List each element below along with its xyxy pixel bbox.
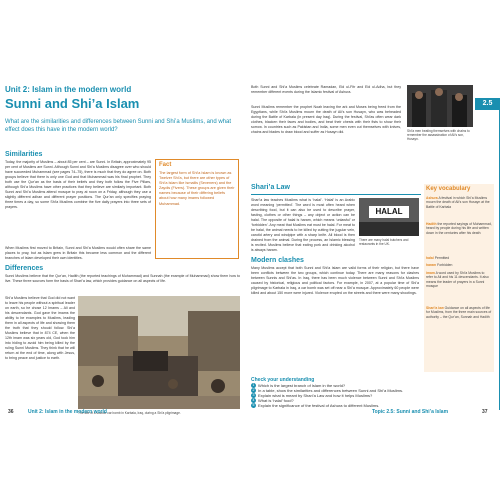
question-text: What is ‘halal’ food? (258, 398, 294, 403)
kv-definition: the reported sayings of Muhammad, heard by people during his life and written down in the centuries after his death (426, 222, 492, 235)
halal-photo-caption: There are many halal butchers and restaurants in the UK. (359, 238, 409, 246)
kv-term: haram (426, 263, 437, 267)
page-title: Sunni and Shi’a Islam (5, 96, 140, 111)
question-text: Explain what is meant by Shari’a Law and how it helps Muslims? (258, 393, 373, 398)
kv-term: Shari’a law (426, 306, 444, 310)
modern-clashes-heading: Modern clashes (251, 257, 304, 264)
photo-caption: The site of a suicide car bomb in Karbala, Iraq, during a Shi’a pilgrimage. (78, 411, 181, 415)
kv-item (426, 306, 492, 319)
kv-term: Hadith (426, 222, 437, 226)
sharia-rule (251, 194, 421, 195)
check-heading: Check your understanding (251, 377, 315, 383)
kv-term: halal (426, 256, 434, 260)
left-footer: Unit 2: Islam in the modern world (28, 409, 107, 415)
kv-term: imam (426, 271, 435, 275)
section-tab: 2.5 (475, 98, 500, 110)
question-number: 4 (252, 398, 255, 403)
fact-text: The largest form of Shi’a Islam is known as Twelver Shi’a, but there are other types of Shi’a Islam like Ismailis (Seveners) and the Zaydis (Fivers). These groups are given their names because of their differing beliefs about how many imams followed Muhammad. (159, 171, 235, 206)
question-number: 1 (252, 383, 255, 388)
differences-paragraph-1: Sunni Muslims believe that the Qur’an, Hadith (the reported teachings of Muhammad) and Sunnah (the example of Muhammad) show them how to live. These three sources form the basis of Shari’a law, which provides guidance on all aspects of life. (5, 274, 240, 283)
kv-item (426, 271, 492, 289)
question-number: 5 (252, 403, 255, 408)
kv-item (426, 256, 492, 260)
halal-sign: HALAL (369, 206, 409, 218)
key-vocabulary-heading: Key vocabulary (426, 186, 471, 192)
question-number: 2 (252, 388, 255, 393)
unit-label: Unit 2: Islam in the modern world (5, 85, 132, 94)
key-vocabulary-box (424, 184, 494, 372)
kv-term: Ashura (426, 196, 438, 200)
ashura-photo (407, 85, 473, 127)
question-text: Explain the significance of the festival of Ashura to different Muslims. (258, 403, 380, 408)
ashura-photo-image (407, 85, 473, 127)
karbala-bomb-photo-image (78, 296, 240, 409)
halal-butcher-photo (359, 198, 419, 236)
similarities-paragraph-1: Today, the majority of Muslims – about 85 per cent – are Sunni. In Britain, approximately 95 per cent of Muslims are Sunni. Although Sunni and Shi’a Muslims disagree over who should have succeeded Muhammad (see pages 74–75), there is much that they do agree on. Both groups believe that there is only one God and that Muhammad was his final prophet. They both use the Qur’an as the basis of their beliefs and they both follow the Five Pillars, although Shi’a Muslims have other practices that they believe are similarly important. Both Sunni and Shi’a Muslims attend mosque to pray at noon on a Friday, although they use a slightly different adhan and different prayer positions. The Qur’an only specifies praying three times a day, so some Shi’a Muslims combine the five daily prayers into three sets of prayers. (5, 160, 151, 209)
modern-clashes-text: Many Muslims accept that both Sunni and Shi’a Islam are valid forms of their religion, but there have been conflicts between the two groups, which continue today. There are many reasons for clashes between Sunnis and Shi’as. In Iraq, there has been much violence between Sunni and Shi’a Muslims caused by historical, religious and political factors. For example, in 2007, at a popular time of Shi’a pilgrimage to Karbala in Iraq, a car bomb was set off near a Shi’a mosque. Approximately 60 people were killed and about 150 more were injured. Violence erupted on the streets and there were many shootings. (251, 266, 419, 295)
sharia-text: Shari’a law teaches Muslims what is ‘halal’. ‘Halal’ is an Arabic word meaning ‘permitted’. The word is most often heard when describing food, but it can also be used to describe prayer, fasting, clothes or other things – any object or action can be halal. The opposite of halal is haram, which means ‘unlawful’ or ‘forbidden’. Any meat that Muslims eat must be halal. For meat to be halal, the animal needs to be killed by cutting the jugular vein, carotid artery and windpipe with a sharp knife. All blood is then drained from the animal. During the process, an Islamic blessing is recited. Muslims believe that eating pork and drinking alcohol is always haram. (251, 198, 355, 252)
differences-paragraph-2: Shi’a Muslims believe that God did not want to leave his people without a spiritual leader on earth, so he chose 12 Imams – Ali and his descendants. God gave the imams the ability to be examples to Muslims, leading them in all aspects of life and showing them the truth that they should follow. Shi’a Muslims believe that in 874 CE, when the 12th imam was six years old, God took him into hiding to avoid him being killed by the ruling Sunni Muslims. They think that he will return at the end of time, along with Jesus, to bring peace and justice to earth. (5, 296, 75, 360)
fact-heading: Fact (159, 162, 172, 168)
ashura-paragraph-1: Both Sunni and Shi’a Muslims celebrate Ramadan, Eid ul-Fitr and Eid ul-Adha, but they remember different events during the Islamic festival of Ashura. (251, 85, 401, 94)
similarities-paragraph-2: When Muslims first moved to Britain, Sunni and Shi’a Muslims would often share the same places to pray, but as Islam grew in Britain this became less common and the different branches of Islam developed their own identities. (5, 246, 151, 260)
kv-item (426, 196, 492, 209)
fact-box (155, 159, 239, 259)
kv-definition: A word used by Shi’a Muslims to refer to Ali and his 11 descendants. It also means the leader of prayers in a Sunni mosque (426, 271, 489, 289)
left-page-number: 36 (8, 409, 14, 415)
differences-heading: Differences (5, 265, 44, 272)
kv-definition: Forbidden (437, 263, 453, 267)
question-text: Which is the largest branch of Islam in the world? (258, 383, 346, 388)
kv-definition: A festival in which Shi’a Muslims mourn the death of Ali’s son Husayn at the Battle of Karbala (426, 196, 490, 209)
left-page (5, 85, 243, 415)
question-5 (251, 403, 379, 408)
shopfront (359, 222, 419, 236)
right-page-number: 37 (482, 409, 488, 415)
right-footer: Topic 2.5: Sunni and Shi’a Islam (372, 409, 449, 415)
question-number: 3 (252, 393, 255, 398)
check-understanding (251, 377, 491, 407)
similarities-heading: Similarities (5, 151, 43, 158)
sharia-heading: Shari’a Law (251, 184, 290, 191)
question-text: In a table, show the similarities and differences between Sunni and Shi’a Muslims. (258, 388, 404, 393)
ashura-paragraph-2: Sunni Muslims remember the prophet Noah leaving the ark and Moses being freed from the Egyptians, while Shi’a Muslims mourn the death of Ali’s son Husayn, who was beheaded during the Battle of Karbala (in present day Iraq). During the festival, Shi’as often wear dark clothes, blacken their faces and bodies, and beat their chests with their fists to show their sorrow. In countries such as Pakistan and India, some men even cut themselves with knives, chains and blades to draw blood and suffer as Husayn did. (251, 105, 401, 134)
ashura-photo-caption: Shi’a men beating themselves with chains to remember the assassination of Ali’s son, Husayn. (407, 129, 470, 141)
karbala-bomb-photo (78, 296, 240, 409)
kv-item (426, 222, 492, 235)
intro-question: What are the similarities and differences between Sunni and Shi’a Muslims, and what effect does this have in the modern world? (5, 119, 232, 133)
kv-item (426, 263, 492, 267)
kv-definition: Guidance on all aspects of life for Muslims, from the three main sources of authority – the Qur’an, Sunnah and Hadith (426, 306, 492, 319)
kv-definition: Permitted (434, 256, 450, 260)
